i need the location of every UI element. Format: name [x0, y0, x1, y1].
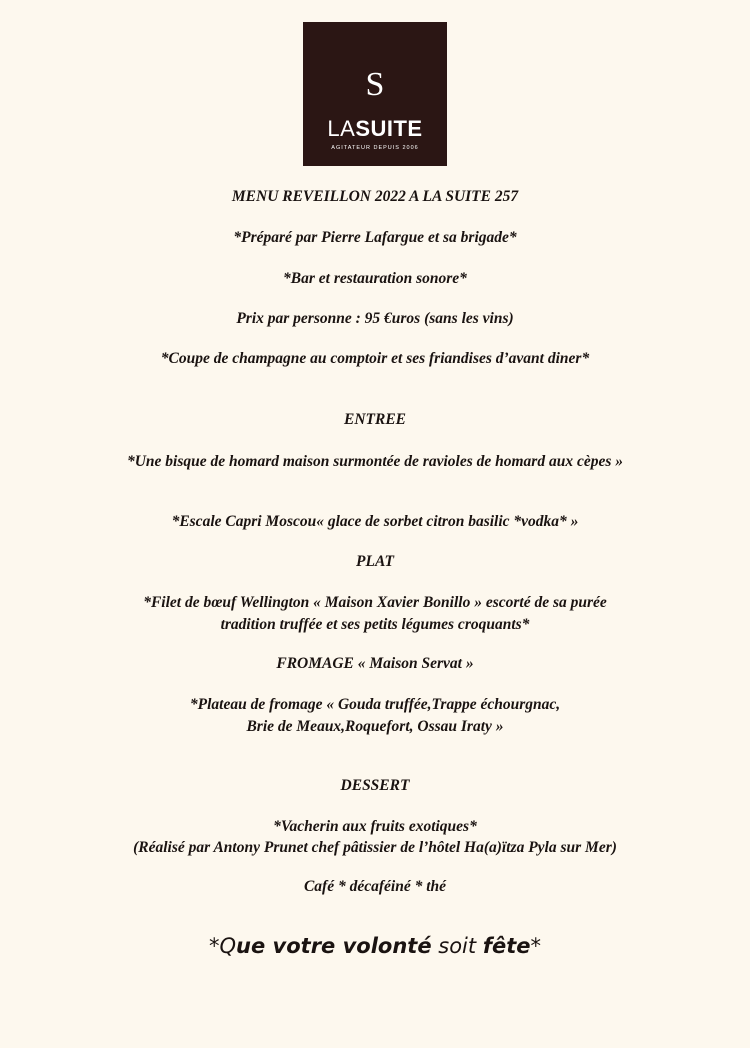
- plat-item-line-2: tradition truffée et ses petits légumes croquants*: [220, 616, 530, 633]
- motto-part-4: fête: [482, 934, 531, 958]
- fromage-item-line-2: Brie de Meaux,Roquefort, Ossau Iraty »: [246, 718, 504, 735]
- dessert-credit: (Réalisé par Antony Prunet chef pâtissier de l’hôtel Ha(a)ïtza Pyla sur Mer): [133, 839, 617, 856]
- logo-s-mark: S: [365, 66, 385, 103]
- logo-wordmark: [303, 117, 447, 141]
- logo-tagline: AGITATEUR DEPUIS 2006: [331, 145, 419, 151]
- bar-line: *Bar et restauration sonore*: [283, 270, 467, 287]
- price-line: Prix par personne : 95 €uros (sans les vins): [236, 310, 514, 327]
- plat-heading: PLAT: [356, 553, 394, 570]
- menu-title: MENU REVEILLON 2022 A LA SUITE 257: [231, 188, 519, 205]
- motto-part-1: *Q: [209, 934, 237, 958]
- dessert-item: *Vacherin aux fruits exotiques*: [273, 818, 477, 835]
- logo-name-light: LA: [327, 116, 356, 141]
- logo-name-bold: SUITE: [355, 116, 423, 141]
- entree-item: *Une bisque de homard maison surmontée de ravioles de homard aux cèpes »: [126, 453, 623, 470]
- la-suite-logo: [303, 22, 447, 166]
- fromage-heading: FROMAGE « Maison Servat »: [276, 655, 474, 672]
- fromage-item-line-1: *Plateau de fromage « Gouda truffée,Trappe échourgnac,: [189, 696, 561, 713]
- motto-part-3: soit: [431, 934, 483, 958]
- drinks-line: Café * décaféiné * thé: [303, 878, 447, 895]
- welcome-line: *Coupe de champagne au comptoir et ses friandises d’avant diner*: [160, 350, 590, 367]
- plat-item-line-1: *Filet de bœuf Wellington « Maison Xavier Bonillo » escorté de sa purée: [143, 594, 607, 611]
- dessert-heading: DESSERT: [340, 777, 410, 794]
- motto-part-5: *: [530, 934, 541, 958]
- motto-part-2: ue votre volonté: [236, 934, 432, 958]
- closing-motto: [0, 930, 750, 962]
- interlude-item: *Escale Capri Moscou« glace de sorbet citron basilic *vodka* »: [171, 513, 579, 530]
- entree-heading: ENTREE: [343, 411, 406, 428]
- prepared-by-line: *Préparé par Pierre Lafargue et sa brigade*: [233, 229, 517, 246]
